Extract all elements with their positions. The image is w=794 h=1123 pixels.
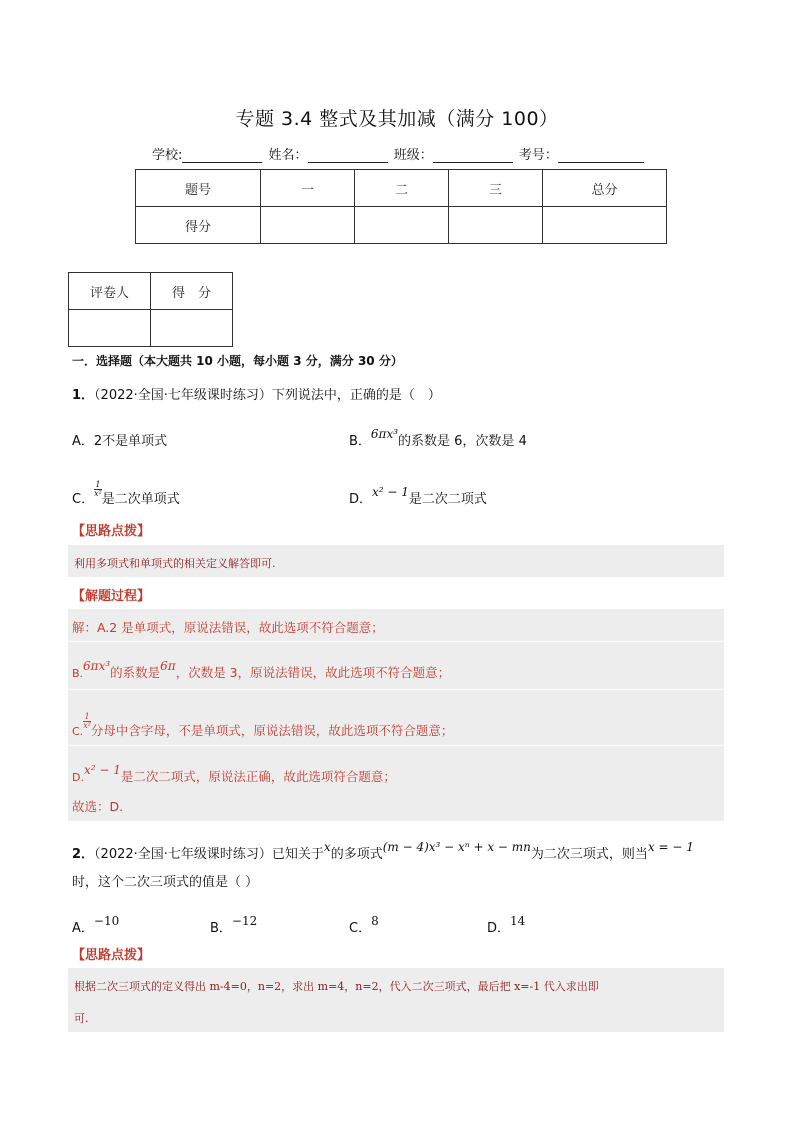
option-label: D．	[349, 492, 373, 507]
score-header-cell: 总分	[543, 170, 667, 207]
answer-line: 故选：D.	[72, 799, 124, 814]
hint-text: 利用多项式和单项式的相关定义解答即可.	[74, 557, 276, 570]
option-label: A．	[72, 921, 94, 936]
option-text: 是二次二项式	[408, 492, 487, 507]
line-text: 分母中含字母，不是单项式，原说法错误，故此选项不符合题意；	[90, 723, 454, 738]
math-expression: 6πx³	[83, 659, 111, 673]
hint-heading: 【思路点拨】	[72, 948, 151, 963]
option-text: 是二次单项式	[101, 492, 180, 507]
page-title: 专题 3.4 整式及其加减（满分 100）	[235, 108, 559, 130]
divider	[68, 641, 724, 642]
review-score-header: 得 分	[151, 273, 233, 310]
fraction	[83, 713, 91, 730]
reviewer-cell[interactable]	[69, 310, 151, 347]
option-label: D．	[487, 921, 511, 936]
line-label: C.	[72, 725, 84, 738]
question-2-stem	[72, 840, 694, 862]
q2-option-b[interactable]	[210, 914, 258, 936]
divider	[68, 689, 724, 690]
score-header-cell: 题号	[136, 170, 261, 207]
option-value: −12	[231, 914, 258, 928]
q1-option-d[interactable]	[349, 485, 487, 507]
question-number: 2．	[72, 847, 95, 862]
hint-heading: 【思路点拨】	[72, 524, 151, 539]
solution-heading: 【解题过程】	[72, 589, 151, 604]
solution-line: 解：A.2 是单项式，原说法错误，故此选项不符合题意；	[72, 620, 384, 635]
score-table	[135, 169, 667, 244]
score-header-cell: 三	[449, 170, 543, 207]
student-info-line	[152, 144, 646, 163]
option-text: 2不是单项式	[93, 434, 168, 449]
review-row	[69, 310, 233, 347]
question-number: 1．	[72, 388, 95, 403]
q2-option-d[interactable]	[487, 914, 526, 936]
score-header-cell: 二	[355, 170, 449, 207]
option-value: −10	[93, 914, 120, 928]
option-label: B．	[349, 434, 371, 449]
option-label: A．	[72, 434, 94, 449]
question-text: （2022·全国·七年级课时练习）下列说法中，正确的是（ ）	[94, 388, 441, 403]
question-text: 为二次三项式，则当	[530, 847, 648, 862]
class-label: 班级：	[393, 148, 433, 163]
question-2-stem-cont: 时，这个二次三项式的值是（ ）	[72, 875, 259, 890]
line-text: ，次数是 3，原说法错误，故此选项不符合题意；	[175, 665, 451, 680]
solution-box	[68, 609, 724, 821]
fraction-numerator: 1	[95, 480, 101, 489]
score-table-header-row	[136, 170, 667, 207]
q1-option-a[interactable]	[72, 430, 167, 449]
fraction	[94, 481, 102, 498]
solution-line	[72, 763, 396, 785]
math-expression: 6π	[160, 659, 176, 673]
review-score-cell[interactable]	[151, 310, 233, 347]
math-expression: x² − 1	[372, 485, 409, 499]
name-blank[interactable]	[308, 148, 388, 163]
math-expression: x² − 1	[83, 763, 121, 777]
option-label: B．	[210, 921, 232, 936]
question-1-stem	[72, 384, 441, 403]
review-header-row	[69, 273, 233, 310]
option-text: 的系数是 6，次数是 4	[398, 434, 527, 449]
hint-box	[68, 545, 724, 577]
line-text: 的系数是	[110, 665, 161, 680]
q1-option-b[interactable]	[349, 427, 527, 449]
q2-option-c[interactable]	[349, 914, 379, 936]
line-label: B.	[72, 667, 84, 680]
class-blank[interactable]	[433, 148, 513, 163]
score-row-label: 得分	[136, 207, 261, 244]
question-text: 的多项式	[330, 847, 383, 862]
math-variable: x	[323, 840, 331, 854]
score-cell[interactable]	[449, 207, 543, 244]
q1-option-c[interactable]	[72, 480, 180, 508]
score-table-row	[136, 207, 667, 244]
school-label: 学校:	[152, 148, 183, 163]
solution-line	[72, 659, 451, 681]
fraction-denominator: x²	[94, 489, 102, 498]
option-label: C．	[349, 921, 372, 936]
review-table	[68, 272, 233, 347]
line-text: 是二次二项式，原说法正确，故此选项符合题意；	[120, 769, 396, 784]
section-heading: 一．选择题（本大题共 10 小题，每小题 3 分，满分 30 分）	[72, 354, 403, 368]
hint-text: 根据二次三项式的定义得出 m-4=0，n=2，求出 m=4，n=2，代入二次三项式，最后把 x=-1 代入求出即	[74, 980, 599, 993]
score-cell[interactable]	[355, 207, 449, 244]
question-text: （2022·全国·七年级课时练习）已知关于	[94, 847, 324, 862]
exam-no-label: 考号：	[518, 148, 558, 163]
score-cell[interactable]	[543, 207, 667, 244]
score-cell[interactable]	[261, 207, 355, 244]
option-label: C．	[72, 492, 95, 507]
name-label: 姓名：	[268, 148, 308, 163]
hint-box	[68, 968, 724, 1032]
school-blank[interactable]	[182, 148, 262, 163]
score-header-cell: 一	[261, 170, 355, 207]
option-value: 8	[371, 914, 379, 928]
q2-option-a[interactable]	[72, 914, 120, 936]
math-expression: 6πx³	[370, 427, 399, 441]
fraction-numerator: 1	[84, 712, 90, 721]
math-expression: (m − 4)x³ − xⁿ + x − mn	[382, 840, 531, 854]
divider	[68, 745, 724, 746]
exam-no-blank[interactable]	[558, 148, 644, 163]
hint-text: 可.	[74, 1012, 89, 1025]
line-label: D.	[72, 771, 84, 784]
fraction-denominator: x²	[83, 721, 91, 730]
option-value: 14	[510, 914, 526, 928]
math-expression: x = − 1	[647, 840, 694, 854]
solution-line	[72, 712, 454, 740]
reviewer-header: 评卷人	[69, 273, 151, 310]
